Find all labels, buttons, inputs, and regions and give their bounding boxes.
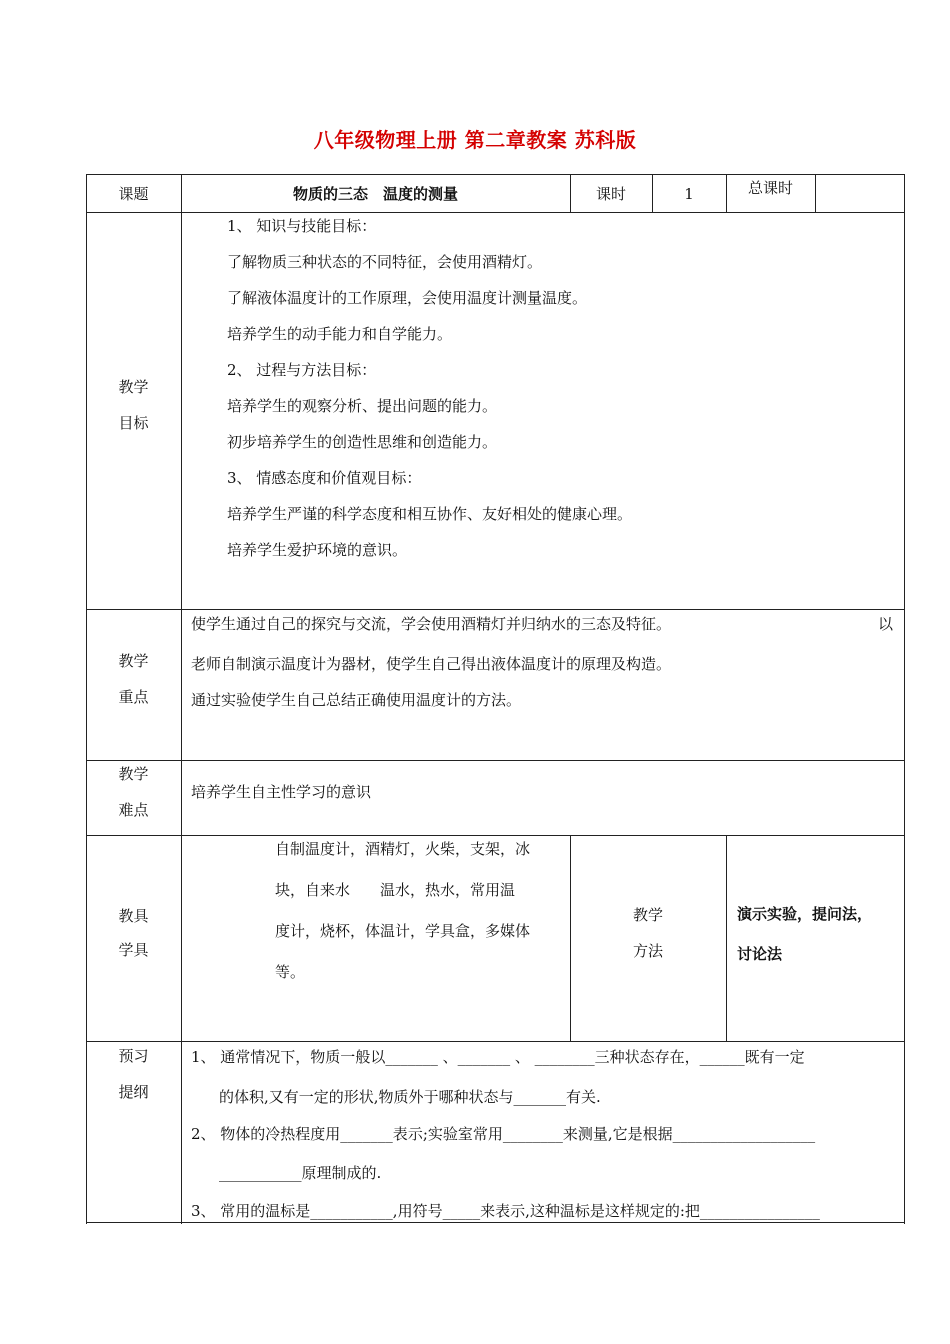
objectives-label: 教学 xyxy=(118,378,149,396)
topic-value: 物质的三态 温度的测量 xyxy=(292,185,458,203)
difficulty-text: 培养学生自主性学习的意识 xyxy=(191,783,372,801)
objectives-label: 目标 xyxy=(118,414,149,432)
row-divider xyxy=(86,609,905,610)
tools-line: 自制温度计，酒精灯，火柴，支架，冰 xyxy=(275,840,531,858)
tools-label: 学具 xyxy=(118,941,149,959)
tools-line: 度计，烧杯，体温计，学具盒，多媒体 xyxy=(275,922,531,940)
table-border-bottom xyxy=(86,1222,905,1223)
table-border-right xyxy=(904,174,905,1224)
difficulties-label: 教学 xyxy=(118,765,149,783)
column-divider xyxy=(815,174,816,212)
difficulties-label: 难点 xyxy=(118,801,149,819)
column-divider xyxy=(181,174,182,1224)
row-divider xyxy=(86,1041,905,1042)
objective-line: 初步培养学生的创造性思维和创造能力。 xyxy=(227,433,498,451)
objective-line: 2、 过程与方法目标： xyxy=(227,361,377,379)
lesson-plan-table xyxy=(86,174,905,1224)
key-point-line: 通过实验使学生自己总结正确使用温度计的方法。 xyxy=(191,691,522,709)
preview-line: 2、 物体的冷热程度用_______表示;实验室常用________来测量,它是根据___________________ xyxy=(191,1125,816,1143)
tools-label: 教具 xyxy=(118,907,149,925)
method-label: 方法 xyxy=(632,942,663,960)
objective-line: 3、 情感态度和价值观目标： xyxy=(227,469,422,487)
preview-line: 1、 通常情况下，物质一般以_______ 、_______ 、 ________三种状态存在，______既有一定 xyxy=(191,1048,805,1066)
preview-line: ___________原理制成的. xyxy=(219,1164,382,1182)
preview-label: 预习 xyxy=(118,1047,149,1065)
topic-label: 课题 xyxy=(118,185,149,203)
preview-line: 3、 常用的温标是___________,用符号_____来表示,这种温标是这样规定的:把________________ xyxy=(191,1202,820,1220)
key-points-label: 教学 xyxy=(118,652,149,670)
column-divider xyxy=(570,835,571,1041)
row-divider xyxy=(86,835,905,836)
method-label: 教学 xyxy=(632,906,663,924)
method-value: 演示实验，提问法， xyxy=(737,905,873,923)
objective-line: 培养学生爱护环境的意识。 xyxy=(227,541,408,559)
objective-line: 了解液体温度计的工作原理，会使用温度计测量温度。 xyxy=(227,289,588,307)
objective-line: 1、 知识与技能目标： xyxy=(227,217,377,235)
period-value: 1 xyxy=(684,185,694,203)
row-divider xyxy=(86,212,905,213)
objective-line: 培养学生的动手能力和自学能力。 xyxy=(227,325,453,343)
column-divider xyxy=(726,835,727,1041)
key-point-line: 老师自制演示温度计为器材，使学生自己得出液体温度计的原理及构造。 xyxy=(191,655,672,673)
period-label: 课时 xyxy=(595,185,626,203)
objective-line: 培养学生严谨的科学态度和相互协作、友好相处的健康心理。 xyxy=(227,505,633,523)
preview-label: 提纲 xyxy=(118,1083,149,1101)
key-points-label: 重点 xyxy=(118,688,149,706)
row-divider xyxy=(86,760,905,761)
objective-line: 了解物质三种状态的不同特征，会使用酒精灯。 xyxy=(227,253,543,271)
objective-line: 培养学生的观察分析、提出问题的能力。 xyxy=(227,397,498,415)
document-title: 八年级物理上册 第二章教案 苏科版 xyxy=(313,128,637,152)
tools-line: 块，自来水 温水，热水，常用温 xyxy=(275,881,516,899)
tools-line: 等。 xyxy=(275,963,306,981)
preview-line: 的体积,又有一定的形状,物质外于哪种状态与_______有关. xyxy=(219,1088,601,1106)
total-periods-label: 总课时 xyxy=(747,179,793,197)
table-border-top xyxy=(86,174,905,175)
key-point-line-tail: 以 xyxy=(878,615,894,633)
key-point-line: 使学生通过自己的探究与交流，学会使用酒精灯并归纳水的三态及特征。 xyxy=(191,615,672,633)
method-value: 讨论法 xyxy=(737,945,783,963)
